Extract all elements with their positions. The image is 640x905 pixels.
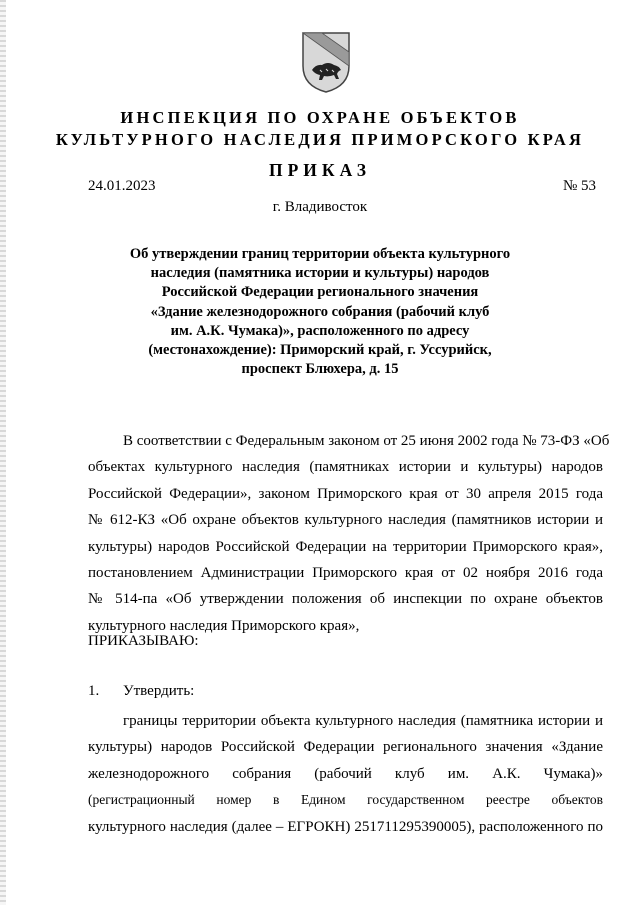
document-number: № 53 bbox=[562, 178, 596, 194]
preamble-line: культуры) народов Российской Федерации на территории Приморского края», bbox=[88, 538, 603, 555]
subject-line: Об утверждении границ территории объекта культурного bbox=[129, 246, 511, 262]
item-1-line: культуры) народов Российской Федерации регионального значения «Здание bbox=[88, 739, 603, 756]
item-1-number: 1. bbox=[88, 683, 100, 699]
preamble-line: № 514-па «Об утверждении положения об инспекции по охране объектов bbox=[88, 591, 603, 608]
coat-of-arms-icon bbox=[300, 30, 352, 94]
subject-line: наследия (памятника истории и культуры) народов bbox=[150, 265, 490, 282]
item-1-line: (регистрационный номер в Едином государственном реестре объектов bbox=[88, 792, 603, 808]
item-1-line: границы территории объекта культурного наследия (памятника истории и bbox=[123, 713, 603, 729]
item-1-line: культурного наследия (далее – ЕГРОКН) 251711295390005), расположенного по bbox=[88, 818, 603, 835]
preamble-line: культурного наследия Приморского края», bbox=[88, 617, 360, 634]
preamble-line: В соответствии с Федеральным законом от 25 июня 2002 года № 73-ФЗ «Об bbox=[123, 433, 610, 449]
document-date: 24.01.2023 bbox=[88, 178, 156, 194]
subject-line: Российской Федерации регионального значения bbox=[161, 284, 479, 301]
order-directive-word: ПРИКАЗЫВАЮ: bbox=[88, 633, 199, 649]
organization-name-line-1: ИНСПЕКЦИЯ ПО ОХРАНЕ ОБЪЕКТОВ bbox=[120, 108, 520, 127]
subject-line: им. А.К. Чумака)», расположенного по адресу bbox=[170, 322, 470, 339]
preamble-line: № 612-КЗ «Об охране объектов культурного наследия (памятников истории и bbox=[88, 512, 603, 529]
item-1-heading bbox=[88, 683, 194, 700]
item-1-paragraph bbox=[88, 708, 603, 840]
preamble-line: постановлением Администрации Приморского края от 02 ноября 2016 года bbox=[88, 564, 603, 581]
preamble-line: Российской Федерации», законом Приморского края от 30 апреля 2015 года bbox=[88, 485, 603, 502]
document-title: ПРИКАЗ bbox=[268, 160, 372, 180]
document-subject bbox=[120, 245, 520, 379]
subject-line: (местонахождение): Приморский край, г. Уссурийск, bbox=[148, 342, 492, 359]
item-1-text: Утвердить: bbox=[123, 683, 195, 699]
item-1-line: железнодорожного собрания (рабочий клуб им. А.К. Чумака)» bbox=[88, 765, 603, 782]
organization-name-line-2: КУЛЬТУРНОГО НАСЛЕДИЯ ПРИМОРСКОГО КРАЯ bbox=[55, 130, 585, 149]
document-city: г. Владивосток bbox=[272, 199, 368, 215]
subject-line: проспект Блюхера, д. 15 bbox=[241, 361, 399, 378]
subject-line: «Здание железнодорожного собрания (рабочий клуб bbox=[150, 303, 490, 320]
preamble-line: объектах культурного наследия (памятниках истории и культуры) народов bbox=[88, 459, 603, 476]
preamble-paragraph bbox=[88, 428, 610, 639]
